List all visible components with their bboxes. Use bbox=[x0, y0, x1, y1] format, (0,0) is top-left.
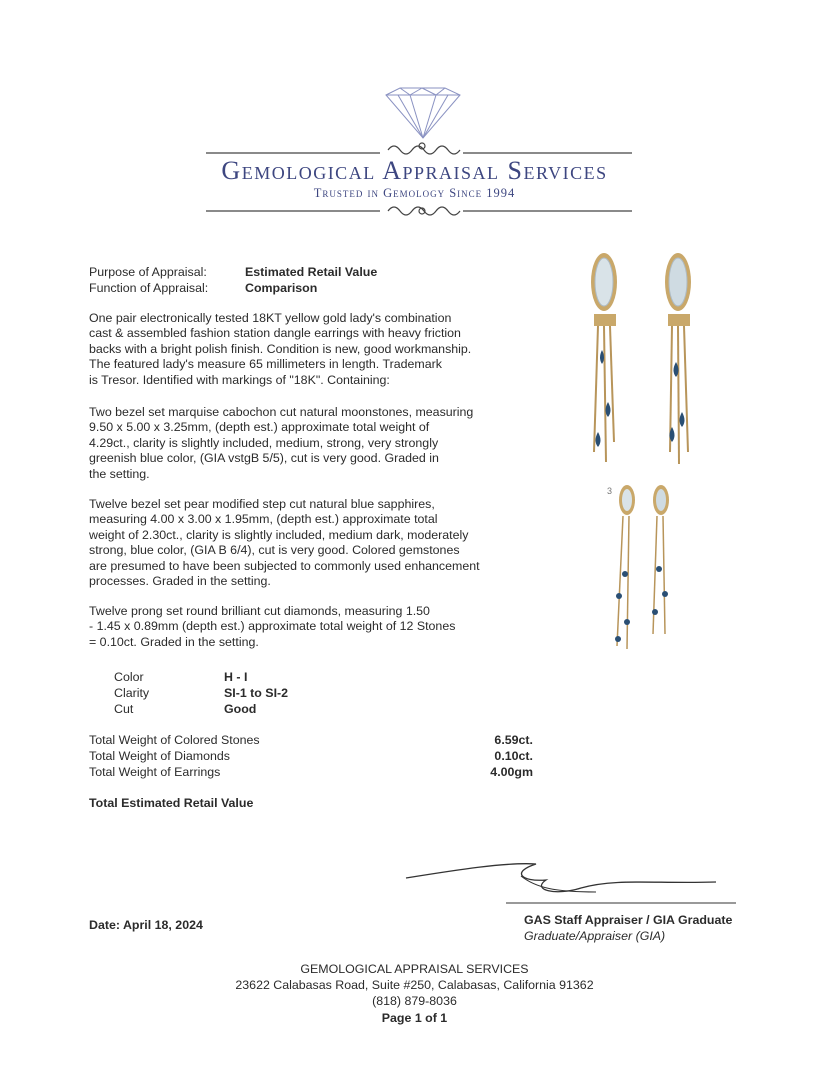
moonstone-line: greenish blue color, (GIA vstgB 5/5), cut is very good. Graded in bbox=[89, 451, 439, 466]
earring-right bbox=[665, 253, 691, 464]
description-line: One pair electronically tested 18KT yellow gold lady's combination bbox=[89, 311, 452, 325]
function-label: Function of Appraisal: bbox=[89, 281, 209, 295]
sapphire-paragraph bbox=[89, 497, 529, 589]
moonstone-line: 9.50 x 5.00 x 3.25mm, (depth est.) approximate total weight of bbox=[89, 420, 430, 435]
page-number: Page 1 of 1 bbox=[381, 1011, 448, 1025]
ornament-top bbox=[206, 143, 632, 154]
total-diamonds-value: 0.10ct. bbox=[494, 749, 533, 763]
sapphire-line: weight of 2.30ct., clarity is slightly included, medium dark, moderately bbox=[89, 527, 469, 542]
diamond-icon bbox=[386, 88, 460, 138]
sapphire-line: Twelve bezel set pear modified step cut natural blue sapphires, bbox=[89, 497, 435, 511]
description-line: backs with a bright polish finish. Condition is new, good workmanship. bbox=[89, 341, 472, 356]
moonstone-line: 4.29ct., clarity is slightly included, medium, strong, very strongly bbox=[89, 435, 439, 450]
company-name: Gemological Appraisal Services bbox=[221, 156, 608, 185]
ornament-bottom bbox=[206, 207, 632, 215]
diamond-paragraph bbox=[89, 604, 529, 650]
earring-side-left bbox=[615, 485, 635, 649]
diamond-line: = 0.10ct. Graded in the setting. bbox=[89, 634, 259, 649]
sapphire-line: strong, blue color, (GIA B 6/4), cut is very good. Colored gemstones bbox=[89, 543, 460, 558]
moonstone-line: Two bezel set marquise cabochon cut natural moonstones, measuring bbox=[89, 405, 474, 419]
grade-color-label: Color bbox=[114, 670, 144, 684]
purpose-value: Estimated Retail Value bbox=[245, 265, 378, 279]
total-colored-label: Total Weight of Colored Stones bbox=[89, 733, 260, 747]
purpose-label: Purpose of Appraisal: bbox=[89, 265, 207, 279]
earring-left bbox=[591, 253, 617, 462]
diamond-line: Twelve prong set round brilliant cut diamonds, measuring 1.50 bbox=[89, 604, 430, 618]
description-line: cast & assembled fashion station dangle earrings with heavy friction bbox=[89, 326, 461, 341]
appraiser-subtitle: Graduate/Appraiser (GIA) bbox=[524, 929, 666, 943]
grade-clarity-value: SI-1 to SI-2 bbox=[224, 686, 289, 700]
grade-cut-label: Cut bbox=[114, 702, 134, 716]
grade-color-value: H - I bbox=[224, 670, 248, 684]
photo-number: 3 bbox=[607, 486, 613, 496]
grade-clarity-label: Clarity bbox=[114, 686, 150, 700]
earrings-photo-front bbox=[580, 252, 720, 474]
description-line: The featured lady's measure 65 millimeters in length. Trademark bbox=[89, 357, 442, 372]
total-diamonds-label: Total Weight of Diamonds bbox=[89, 749, 230, 763]
total-colored-value: 6.59ct. bbox=[494, 733, 533, 747]
total-retail-value-label: Total Estimated Retail Value bbox=[89, 796, 254, 810]
diamond-line: - 1.45 x 0.89mm (depth est.) approximate total weight of 12 Stones bbox=[89, 619, 456, 634]
total-earrings-label: Total Weight of Earrings bbox=[89, 765, 221, 779]
description-line: is Tresor. Identified with markings of "18K". Containing: bbox=[89, 372, 390, 387]
sapphire-line: are presumed to have been subjected to commonly used enhancement bbox=[89, 558, 480, 573]
earrings-photo-side bbox=[605, 484, 685, 654]
footer-phone: (818) 879-8036 bbox=[372, 994, 457, 1008]
description-paragraph bbox=[89, 311, 529, 388]
earring-side-right bbox=[652, 485, 669, 634]
moonstone-paragraph bbox=[89, 405, 529, 482]
grade-cut-value: Good bbox=[224, 702, 257, 716]
footer-company: GEMOLOGICAL APPRAISAL SERVICES bbox=[300, 962, 529, 976]
moonstone-line: the setting. bbox=[89, 466, 150, 481]
sapphire-line: measuring 4.00 x 3.00 x 1.95mm, (depth est.) approximate total bbox=[89, 512, 438, 527]
function-value: Comparison bbox=[245, 281, 318, 295]
total-earrings-value: 4.00gm bbox=[490, 765, 533, 779]
footer-address: 23622 Calabasas Road, Suite #250, Calabasas, California 91362 bbox=[235, 978, 594, 992]
appraiser-title: GAS Staff Appraiser / GIA Graduate bbox=[524, 913, 733, 927]
signature-graphic bbox=[396, 848, 736, 908]
sapphire-line: processes. Graded in the setting. bbox=[89, 574, 271, 589]
company-tagline: Trusted in Gemology Since 1994 bbox=[313, 186, 516, 200]
appraisal-date: Date: April 18, 2024 bbox=[89, 918, 203, 932]
